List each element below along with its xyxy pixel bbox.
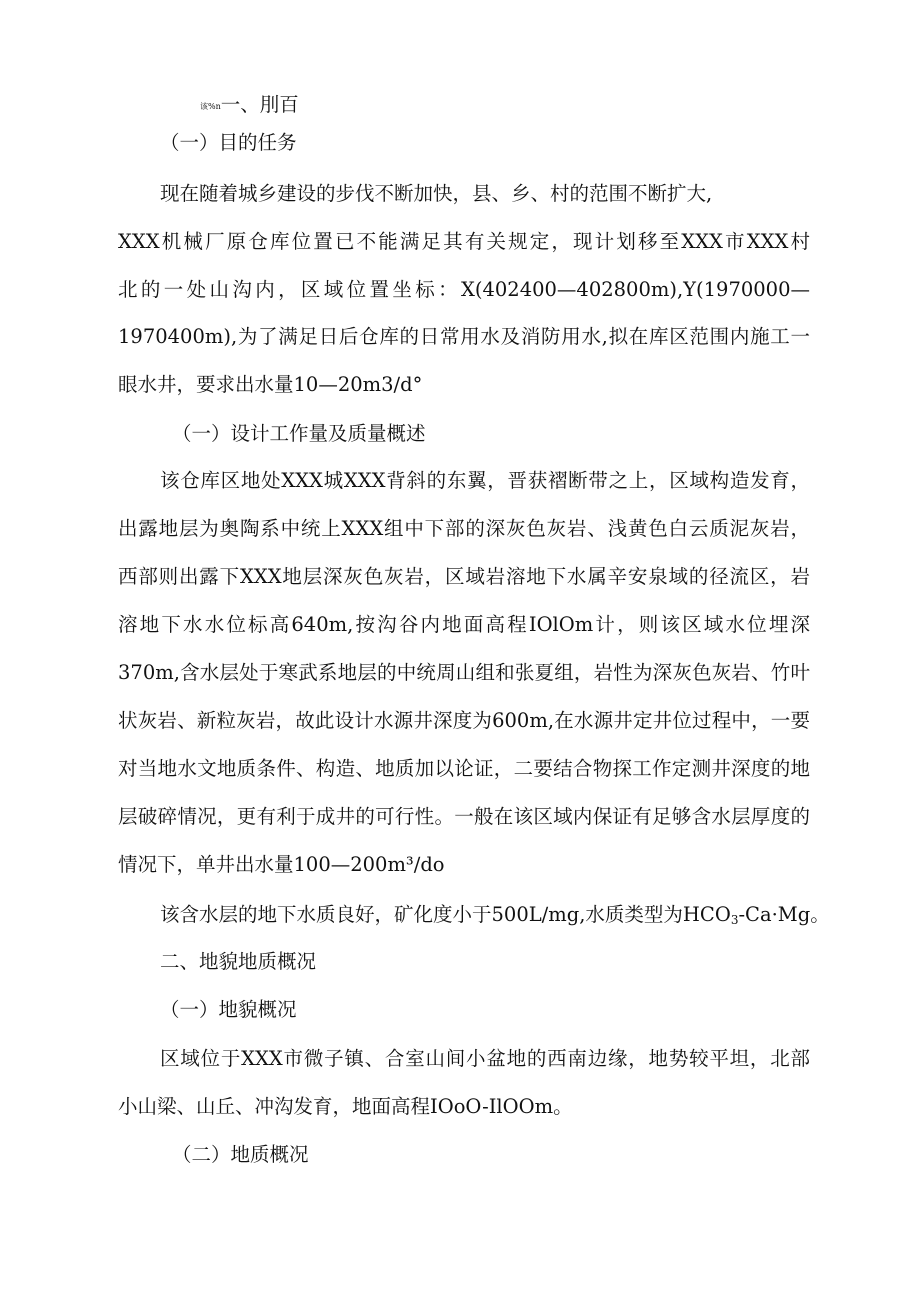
para-3-text: 该含水层的地下水质良好，矿化度小于500L∕mg,水质类型为HCO [160, 903, 731, 926]
para-3 [160, 902, 830, 933]
para-1-line-5: 眼水井，要求出水量10—20m3∕d° [118, 373, 423, 396]
para-2-line-1: 该仓库区地处XXX城XXX背斜的东翼，晋获褶断带之上，区域构造发育， [160, 469, 810, 492]
para-1-line-2: XXX机械厂原仓库位置已不能满足其有关规定，现计划移至XXX市XXX村 [118, 230, 810, 253]
para-2-line-9: 情况下，单井出水量100—200m³∕do [118, 853, 445, 876]
heading-artifact: 该%n [200, 102, 221, 111]
para-2-line-3: 西部则出露下XXX地层深灰色灰岩，区域岩溶地下水属辛安泉域的径流区，岩 [118, 565, 810, 588]
subheading-geology: （二）地质概况 [172, 1143, 309, 1166]
para-4-line-2: 小山梁、山丘、冲沟发育，地面高程IOoO-IlOOm。 [118, 1095, 573, 1118]
para-2-line-2: 出露地层为奥陶系中统上XXX组中下部的深灰色灰岩、浅黄色白云质泥灰岩， [118, 517, 810, 540]
para-3-tail: -Ca·Mg。 [738, 903, 830, 926]
section-heading-1-text: 一、刖百 [220, 93, 299, 116]
para-2-line-8: 层破碎情况，更有利于成井的可行性。一般在该区域内保证有足够含水层厚度的 [118, 805, 810, 828]
para-2-line-5: 370m,含水层处于寒武系地层的中统周山组和张夏组，岩性为深灰色灰岩、竹叶 [118, 661, 810, 684]
para-2-line-6: 状灰岩、新粒灰岩，故此设计水源井深度为600m,在水源井定井位过程中，一要 [118, 709, 810, 732]
subheading-workload: （一）设计工作量及质量概述 [172, 422, 426, 445]
para-1-line-4: 1970400m),为了满足日后仓库的日常用水及消防用水,拟在库区范围内施工一 [118, 325, 810, 348]
para-2-line-4: 溶地下水水位标高640m,按沟谷内地面高程IOlOm计，则该区域水位埋深 [118, 613, 810, 636]
subheading-landform: （一）地貌概况 [160, 998, 297, 1021]
section-heading-2: 二、地貌地质概况 [160, 950, 317, 973]
para-1-line-3: 北的一处山沟内，区域位置坐标：X(402400—402800m),Y(1970000— [118, 278, 810, 301]
para-3-subscript: 3 [730, 913, 739, 927]
para-4-line-1: 区域位于XXX市微子镇、合室山间小盆地的西南边缘，地势较平坦，北部 [160, 1047, 810, 1070]
para-1-line-1: 现在随着城乡建设的步伐不断加快，县、乡、村的范围不断扩大, [160, 182, 713, 205]
section-heading-1 [200, 92, 299, 120]
subheading-purpose: （一）目的任务 [160, 131, 297, 154]
para-2-line-7: 对当地水文地质条件、构造、地质加以论证，二要结合物探工作定测井深度的地 [118, 757, 810, 780]
